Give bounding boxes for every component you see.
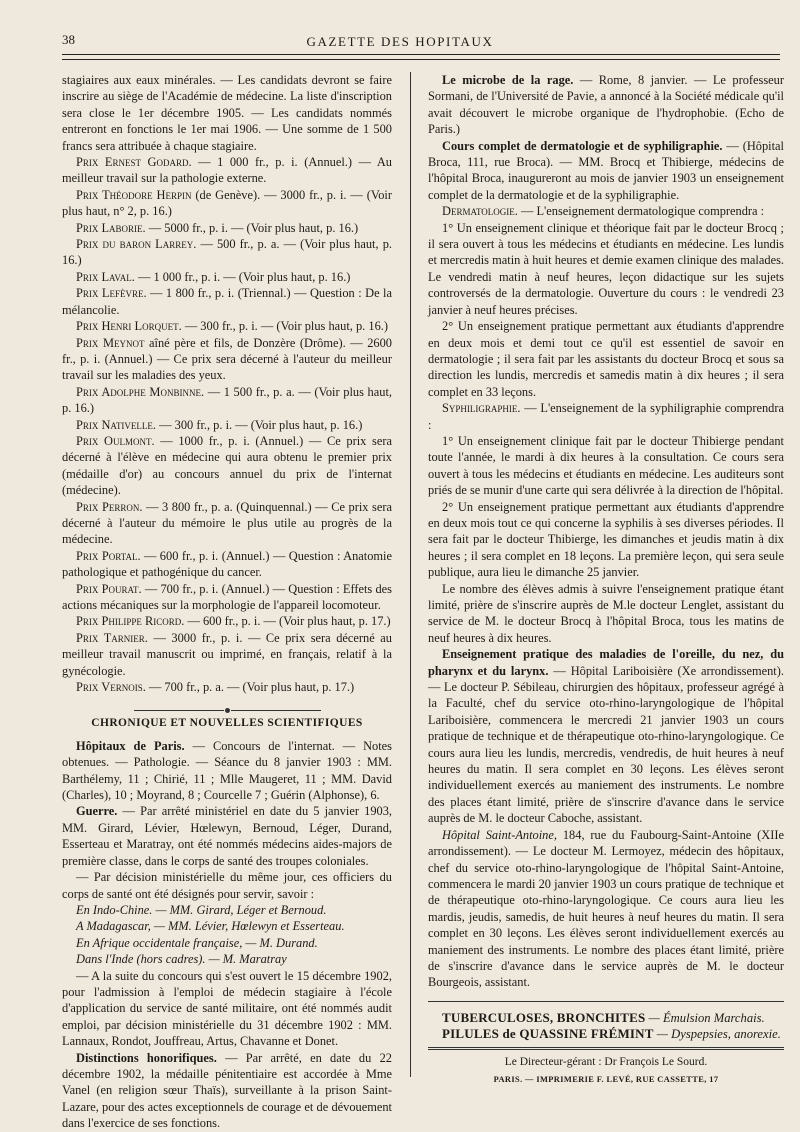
dermatologie-label: Dermatologie.: [442, 204, 518, 219]
running-title: GAZETTE DES HOPITAUX: [306, 34, 494, 49]
prize-details: — 1 500 fr., p. a. — (Voir plus haut, p. 16.): [62, 384, 392, 416]
guerre-decision: — Par décision ministérielle du même jour, ces officiers du corps de santé ont été désignés pour servir, savoir :: [62, 870, 392, 901]
hopitaux-paragraph: [62, 738, 392, 804]
guerre-heading: Guerre.: [76, 804, 118, 819]
prize-entry: [62, 335, 392, 384]
prize-details: — 3000 fr., p. i. — Ce prix sera décerné au meilleur travail manuscrit ou imprimé, en français, relatif à la gynécologie.: [62, 630, 392, 678]
prize-entry: [62, 154, 392, 187]
prize-details: — 1 000 fr., p. i. (Annuel.) — Au meilleur travail sur la pathologie externe.: [62, 155, 392, 186]
advert-text-2: — Dyspepsies, anorexie.: [656, 1027, 781, 1042]
guerre-text: — Par arrêté ministériel en date du 5 janvier 1903, MM. Girard, Lévier, Hœlewyn, Bernoud, Léger, Durand, Esserteau et Maratray, ont été nommés médecins aides-majors de première classe, dans le corps de santé des troupes coloniales.: [62, 804, 392, 868]
dermatologie-intro-text: — L'enseignement dermatologique comprendra :: [521, 204, 765, 219]
section-title: CHRONIQUE ET NOUVELLES SCIENTIFIQUES: [91, 717, 363, 730]
prize-name: Prix Perron.: [76, 499, 143, 514]
syphiligraphie-item-2: 2° Un enseignement pratique permettant aux étudiants d'apprendre en deux mois tout ce qui concerne la syphilis à ses diverses périodes. Il sera fait par le docteur Thibierge, les dimanches et jeudis matin à dix heures ; il sera complet en 18 leçons. La première leçon, qui sera seule publique, aura lieu le dimanche 25 janvier.: [428, 499, 784, 580]
section-ornament: [62, 701, 392, 711]
prize-details: — 300 fr., p. i. — (Voir plus haut, p. 16.): [159, 417, 363, 432]
dermatologie-course: [428, 138, 784, 204]
dermatologie-item-1: 1° Un enseignement clinique et théorique fait par le docteur Brocq ; il sera ouvert à tous les médecins et étudiants en médecine. Les lundis et mercredis matin à huit heures et demie examen clinique des malades. Le vendredi matin à neuf heures, leçon didactique sur les sujets controversés de la dermatologie. Ouverture du cours : le vendredi 23 janvier à neuf heures précises.: [428, 220, 784, 317]
dermatologie-item-2: 2° Un enseignement pratique permettant aux étudiants d'apprendre en deux mois et demi tout ce qu'il est essentiel de savoir en dermatologie ; il sera fait par les assistants du docteur Brocq et sous sa direction les lundis, mercredis et samedis matin à dix heures ; il sera complet en 33 leçons.: [428, 319, 784, 399]
distinctions-text: — Par arrêté, en date du 22 décembre 1902, la médaille pénitentiaire est accordée à Mme Vanel (en religion sœur Thaïs), surveillante à la prison Saint-Lazare, pour des actes exceptionnels de courage et de dévouement dans l'exercice de ses fonctions.: [62, 1050, 392, 1131]
syphiligraphie-note: Le nombre des élèves admis à suivre l'enseignement pratique étant limité, prière de s'inscrire auprès de M.le docteur Lenglet, assistant du service de M. le docteur Brocq à l'hôpital Broca, tous les matins de neuf heures à dix heures.: [428, 581, 784, 645]
prize-name: Prix Nativelle.: [76, 417, 157, 432]
prize-entry: [62, 236, 392, 269]
guerre-paragraph: [62, 803, 392, 869]
dermatologie-course-heading: Cours complet de dermatologie et de syphiligraphie.: [442, 138, 723, 153]
prize-details: — 1 800 fr., p. i. (Triennal.) — Question : De la mélancolie.: [62, 286, 392, 317]
prize-entry: [62, 318, 392, 334]
prize-entry: [62, 269, 392, 285]
prize-details: — 600 fr., p. i. — (Voir plus haut, p. 17.): [187, 614, 391, 629]
prize-details: — 700 fr., p. a. — (Voir plus haut, p. 17.): [148, 680, 355, 695]
prize-name: Prix Laval.: [76, 269, 135, 284]
prize-details: — 5000 fr., p. i. — (Voir plus haut, p. 16.): [148, 220, 359, 235]
prize-name: Prix Pourat.: [76, 581, 142, 596]
prize-entry: [62, 630, 392, 679]
prize-name: Prix Lefèvre.: [76, 286, 147, 301]
advert-text-1: — Émulsion Marchais.: [648, 1010, 765, 1025]
prize-entry: [62, 285, 392, 318]
prize-details: — 600 fr., p. i. (Annuel.) — Question : Anatomie pathologique et pathogénique du cancer.: [62, 548, 392, 580]
advert-line-2: [428, 1026, 784, 1042]
prize-details: (de Genève). — 3000 fr., p. i. — (Voir plus haut, n° 2, p. 16.): [62, 187, 392, 219]
manager-line: Le Directeur-gérant : Dr François Le Sourd.: [504, 1055, 708, 1068]
left-column: [62, 72, 392, 1132]
guerre-concours: — A la suite du concours qui s'est ouvert le 15 décembre 1902, pour l'admission à l'emploi de médecin stagiaire à l'école d'application du service de santé militaire, ont été nommés audit emploi, par décision ministérielle du 31 décembre 1902 : MM. Lannaux, Rondot, Jouffreau, Artus, Chavanne et Donet.: [62, 968, 392, 1049]
prize-entry: [62, 417, 392, 433]
dermatologie-intro: [428, 203, 784, 219]
prize-name: Prix Ernest Godard.: [76, 155, 192, 170]
prize-entry: [62, 613, 392, 629]
prize-list: [62, 154, 392, 695]
hopitaux-text: — Concours de l'internat. — Notes obtenues. — Pathologie. — Séance du 8 janvier 1903 : MM. Barthélemy, 11 ; Chirié, 11 ; Mlle Maugeret, 11 ; MM. David (Charles), 10 ; Moyrand, 8 ; Courcelle 7 ; Guérin (Alphonse), 6.: [62, 738, 393, 803]
distinctions-paragraph: [62, 1050, 392, 1132]
prize-entry: [62, 499, 392, 548]
saint-antoine-heading: Hôpital Saint-Antoine,: [442, 827, 557, 842]
stagiaires-paragraph: stagiaires aux eaux minérales. — Les candidats devront se faire inscrire au siège de l'Académie de médecine. La liste d'inscription sera close le 1er décembre 1905. — Les candidats nommés entreront en fonctions le 1er mai 1906. — Une somme de 1 500 francs sera attribuée à chaque stagiaire.: [62, 73, 392, 153]
syphiligraphie-intro-text: — L'enseignement de la syphiligraphie comprendra :: [428, 401, 784, 432]
column-separator: [410, 72, 411, 1077]
saint-antoine-text: 184, rue du Faubourg-Saint-Antoine (XIIe arrondissement). — Le docteur M. Lermoyez, médecin des hôpitaux, chef du service oto-rhino-laryngologique de l'hôpital Saint-Antoine, commencera le mardi 20 janvier 1903 un cours pratique de technique et de thérapeutique oto-rhino-laryngologique. Ce cours aura lieu les mardis, jeudis, samedis, de huit heures à neuf heures du matin. Il sera complet en 30 leçons. Les élèves seront individuellement exercés au maniement des instruments. Le nombre des places étant limité, prière de s'inscrire d'avance dans le service auprès de M. le docteur Bourgeois, assistant.: [428, 827, 784, 990]
prize-entry: [62, 581, 392, 614]
prize-name: Prix Vernois.: [76, 680, 146, 695]
prize-entry: [62, 548, 392, 581]
guerre-list-item: A Madagascar, — MM. Lévier, Hœlewyn et Esserteau.: [76, 919, 345, 934]
prize-name: Prix Meynot: [76, 335, 145, 350]
prize-name: Prix Laborie.: [76, 220, 146, 235]
prize-details: — 1 000 fr., p. i. — (Voir plus haut, p. 16.): [137, 269, 351, 284]
advert-product-2: PILULES de QUASSINE FRÉMINT: [442, 1026, 654, 1042]
saint-antoine-paragraph: [428, 827, 784, 991]
prize-name: Prix Henri Lorquet.: [76, 319, 182, 334]
microbe-paragraph: [428, 72, 784, 138]
header-rule-top: [62, 54, 780, 55]
guerre-list-item: En Indo-Chine. — MM. Girard, Léger et Bernoud.: [76, 902, 327, 917]
syphiligraphie-item-1: 1° Un enseignement clinique fait par le docteur Thibierge pendant toute l'année, le mardi à dix heures à la consultation. Ce cours sera ouvert à tous les médecins et étudiants en médecine. Les auditeurs sont priés de se munir d'une carte qui sera délivrée à la direction de l'hôpital.: [428, 433, 784, 498]
guerre-list-item: Dans l'Inde (hors cadres). — M. Maratray: [76, 952, 287, 967]
hopitaux-heading: Hôpitaux de Paris.: [76, 738, 185, 753]
prize-details: — 500 fr., p. a. — (Voir plus haut, p. 16.): [62, 237, 392, 268]
guerre-list-item: En Afrique occidentale française, — M. Durand.: [76, 935, 318, 950]
prize-details: — 300 fr., p. i. — (Voir plus haut, p. 16.): [184, 319, 388, 334]
prize-name: Prix Théodore Herpin: [76, 187, 192, 202]
advert-product-1: TUBERCULOSES, BRONCHITES: [442, 1009, 646, 1025]
advert-rule: [428, 1001, 784, 1002]
prize-name: Prix Philippe Ricord.: [76, 614, 185, 629]
dermatologie-course-text: — (Hôpital Broca, 111, rue Broca). — MM. Brocq et Thibierge, médecins de l'hôpital Broca, inaugureront au mois de janvier 1903 un enseignement complet de la dermatologie et de la syphiligraphie.: [428, 138, 784, 202]
prize-name: Prix Tarnier.: [76, 630, 148, 645]
syphiligraphie-label: Syphiligraphie.: [442, 401, 521, 416]
prize-details: aîné père et fils, de Donzère (Drôme). — 2600 fr., p. i. (Annuel.) — Ce prix sera décerné à l'auteur du meilleur travail sur les maladies des yeux.: [62, 335, 392, 383]
prize-name: Prix Adolphe Monbinne.: [76, 384, 205, 399]
orl-text: — Hôpital Lariboisière (Xe arrondissement). — Le docteur P. Sébileau, chirurgien des hôpitaux, professeur agrégé à la Faculté, chef du service oto-rhino-laryngologique de l'hôpital Lariboisière, commencera le mercredi 21 janvier 1903 un cours pratique de technique et de thérapeutique oto-rhino-laryngologique. Ce cours aura lieu les lundis, mercredis, vendredis, de huit heures à neuf heures du matin. Il sera complet en 30 leçons. Les élèves seront individuellement exercés au maniement des instruments. Le nombre des places étant limité, prière de s'inscrire d'avance dans le service auprès de M. le docteur Caboche, assistant.: [428, 663, 784, 826]
prize-details: — 3 800 fr., p. a. (Quinquennal.) — Ce prix sera décerné à l'auteur du mémoire le plus utile au progrès de la médecine.: [62, 499, 393, 547]
right-column: [428, 72, 784, 1088]
distinctions-heading: Distinctions honorifiques.: [76, 1050, 217, 1065]
prize-entry: [62, 433, 392, 499]
prize-details: — 1000 fr., p. i. (Annuel.) — Ce prix sera décerné à l'élève en médecine qui aura obtenu le premier prix (médaille d'or) au concours annuel du prix de l'internat (médecine).: [62, 433, 392, 498]
prize-entry: [62, 679, 392, 695]
prize-name: Prix Portal.: [76, 548, 141, 563]
page-number: 38: [62, 32, 75, 47]
orl-paragraph: [428, 646, 784, 826]
prize-name: Prix Oulmont.: [76, 433, 155, 448]
orl-heading: Enseignement pratique des maladies de l'oreille, du nez, du pharynx et du larynx.: [428, 647, 784, 678]
microbe-heading: Le microbe de la rage.: [442, 73, 574, 87]
prize-entry: [62, 220, 392, 236]
prize-entry: [62, 384, 392, 417]
advert-line-1: [428, 1010, 784, 1026]
syphiligraphie-intro: [428, 400, 784, 433]
prize-name: Prix du baron Larrey.: [76, 237, 197, 252]
header-rule-bottom: [62, 59, 780, 60]
footer-rule: [428, 1047, 784, 1050]
prize-details: — 700 fr., p. i. (Annuel.) — Question : Effets des actions mécaniques sur la morphologie de l'appareil locomoteur.: [62, 581, 393, 612]
prize-entry: [62, 187, 392, 220]
microbe-text: — Rome, 8 janvier. — Le professeur Sormani, de l'Université de Pavie, a annoncé à la Société médicale qu'il avait découvert le microbe organique de l'hydrophobie. (Echo de Paris.): [428, 73, 785, 137]
printer-imprint: PARIS. — IMPRIMERIE F. LEVÉ, RUE CASSETTE, 17: [493, 1074, 719, 1084]
